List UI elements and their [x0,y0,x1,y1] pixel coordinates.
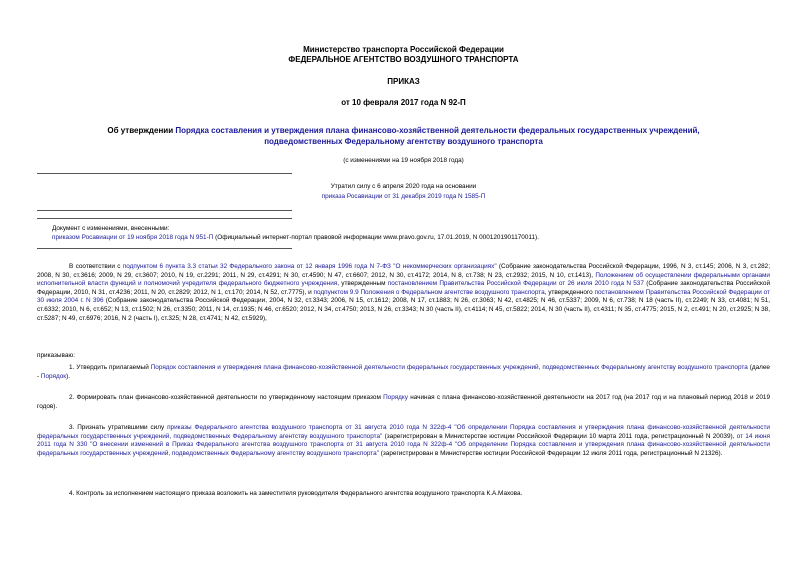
lost-force-link[interactable]: приказа Росавиации от 31 декабря 2019 года N 1585-П [321,193,486,200]
item-3-text: 3. Признать утратившими силу [69,424,168,431]
preamble-text: , утвержденным [337,280,388,288]
divider-2 [37,218,292,219]
item-1-text: 1. Утвердить прилагаемый [69,364,151,371]
item-2-text: 2. Формировать план финансово-хозяйственной деятельности по утвержденному настоящим приказом [69,394,384,401]
item-1 [37,364,770,381]
ministry-name: Министерство транспорта Российской Федерации [303,45,504,54]
preamble-link-subclause[interactable]: подпунктом 9.9 Положения о Федеральном агентстве воздушного транспорта [313,288,545,296]
changes-rest: (Официальный интернет-портал правовой информации www.pravo.gov.ru, 17.01.2019, N 0001201901170011). [213,234,539,241]
preamble-link-decree-396[interactable]: постановлением Правительства Российской Федерации от 30 июля 2004 г. N 396 [37,288,770,305]
divider-top [37,173,292,174]
divider-3 [37,248,292,249]
item-4 [37,490,770,499]
document-title [70,125,737,147]
order-word: приказываю: [37,352,75,359]
divider-1 [37,210,292,211]
item-3 [37,424,770,458]
item-3-text: (зарегистрирован в Министерстве юстиции Российской Федерации 10 марта 2011 года, регистрационный N 20039), [382,432,737,440]
title-prefix: Об утверждении [107,126,176,135]
changes-label: Документ с изменениями, внесенными: [52,225,170,232]
lost-force-line1: Утратил силу с 6 апреля 2020 года на основании [330,183,477,190]
preamble-link-regulation[interactable]: Положением об осуществлении федеральными органами исполнительной власти функций и полномочий учредителя федерального бюджетного учреждения [37,271,770,288]
title-link[interactable]: Порядка составления и утверждения плана финансово-хозяйственной деятельности федеральных государственных учреждений, подведомственных Федеральному агентству воздушного транспорта [175,126,700,146]
item-1-link-procedure[interactable]: Порядок составления и утверждения плана финансово-хозяйственной деятельности федеральных государственных учреждений, подведомственных Федеральному агентству воздушного транспорта [150,364,748,371]
preamble-text: В соответствии с [69,263,123,270]
item-2 [37,394,770,411]
item-1-text: (далее - [37,364,770,380]
item-3-link-order-330[interactable]: от 14 июня 2011 года N 330 "О внесении изменений в Приказ Федерального агентства воздушного транспорта от 31 августа 2010 года N 322ф-4 "Об определении Порядка составления и утверждения плана финансово-хозяйственной деятельности федеральных государственных учреждений, подведомственных Федеральному агентству воздушного транспорта" [37,432,771,457]
doc-type: ПРИКАЗ [387,77,420,86]
preamble-link-decree-537[interactable]: постановлением Правительства Российской Федерации от 26 июля 2010 года N 537 [387,280,644,288]
preamble-link-law[interactable]: подпунктом 6 пункта 3.3 статьи 32 Федерального закона от 12 января 1996 года N 7-ФЗ "О некоммерческих организациях" [122,263,497,270]
doc-date-number: от 10 февраля 2017 года N 92-П [341,98,466,107]
preamble-text: , утвержденного [544,288,595,296]
item-3-link-order-322[interactable]: приказы Федерального агентства воздушного транспорта от 31 августа 2010 года N 322ф-4 "Об определении Порядка составления и утверждения плана финансово-хозяйственной деятельности федеральных государственных учреждений, подведомственных Федеральному агентству воздушного транспорта" [37,424,770,440]
preamble-text: (Собрание законодательства Российской Федерации, 2004, N 32, ст.3343; 2006, N 15, ст.1612; 2008, N 17, ст.1883; N 26, ст.3063; N 42, ст.4825; N 46, ст.5337; 2009, N 6, ст.738; N 18 (часть II), ст.2249; N 33, ст.4081; N 51, ст.6332; 2010, N 6, ст.652; N 13, ст.1502; N 26, ст.3350; 2011, N 14, ст.1935; N 46, ст.6520; 2012, N 34, ст.4750; 2013, N 26, ст.3343; N 30 (часть II), ст.4114; N 45, ст.5822; 2014, N 30 (часть II), ст.4311; N 35, ст.4775; 2015, N 2, ст.491; N 20, ст.2925; N 38, ст.5287; N 49, ст.6976; 2016, N 2 (часть I), ст.325; N 28, ст.4741; N 42, ст.5929), [37,297,770,322]
item-1-link-short[interactable]: Порядок [40,372,67,380]
changes-line [52,234,772,243]
item-2-text: начиная с плана финансово-хозяйственной деятельности на 2017 год (на 2017 год и на плановый период 2018 и 2019 годов). [37,394,771,410]
item-3-text: (зарегистрирован в Министерстве юстиции Российской Федерации 12 июля 2011 года, регистрационный N 21326). [378,449,723,457]
item-2-link[interactable]: Порядку [383,394,408,401]
item-4-text: 4. Контроль за исполнением настоящего приказа возложить на заместителя руководителя Федерального агентства воздушного транспорта К.А.Махова. [69,490,523,497]
preamble-paragraph [37,263,770,323]
amendment-note: (с изменениями на 19 ноября 2018 года) [343,157,464,164]
preamble-text: (Собрание законодательства Российской Федерации, 1996, N 3, ст.145; 2006, N 3, ст.282; 2008, N 30, ст.3616; 2009, N 29, ст.3607; 2010, N 19, ст.2291; 2011, N 29, ст.4291; N 30, ст.4590; N 47, ст.6607; 2012, N 30, ст.4172; 2014, N 8, ст.738; N 23, ст.2932; 2015, N 10, ст.1413), [37,263,771,279]
changes-link[interactable]: приказом Росавиации от 19 ноября 2018 года N 951-П [52,234,214,241]
preamble-text: (Собрание законодательства Российской Федерации, 2010, N 31, ст.4236; 2011, N 20, ст.2829; 2012, N 1, ст.170; 2014, N 52, ст.7775), и [37,280,771,296]
agency-name: ФЕДЕРАЛЬНОЕ АГЕНТСТВО ВОЗДУШНОГО ТРАНСПОРТА [288,55,519,64]
item-1-text: ). [66,372,70,380]
